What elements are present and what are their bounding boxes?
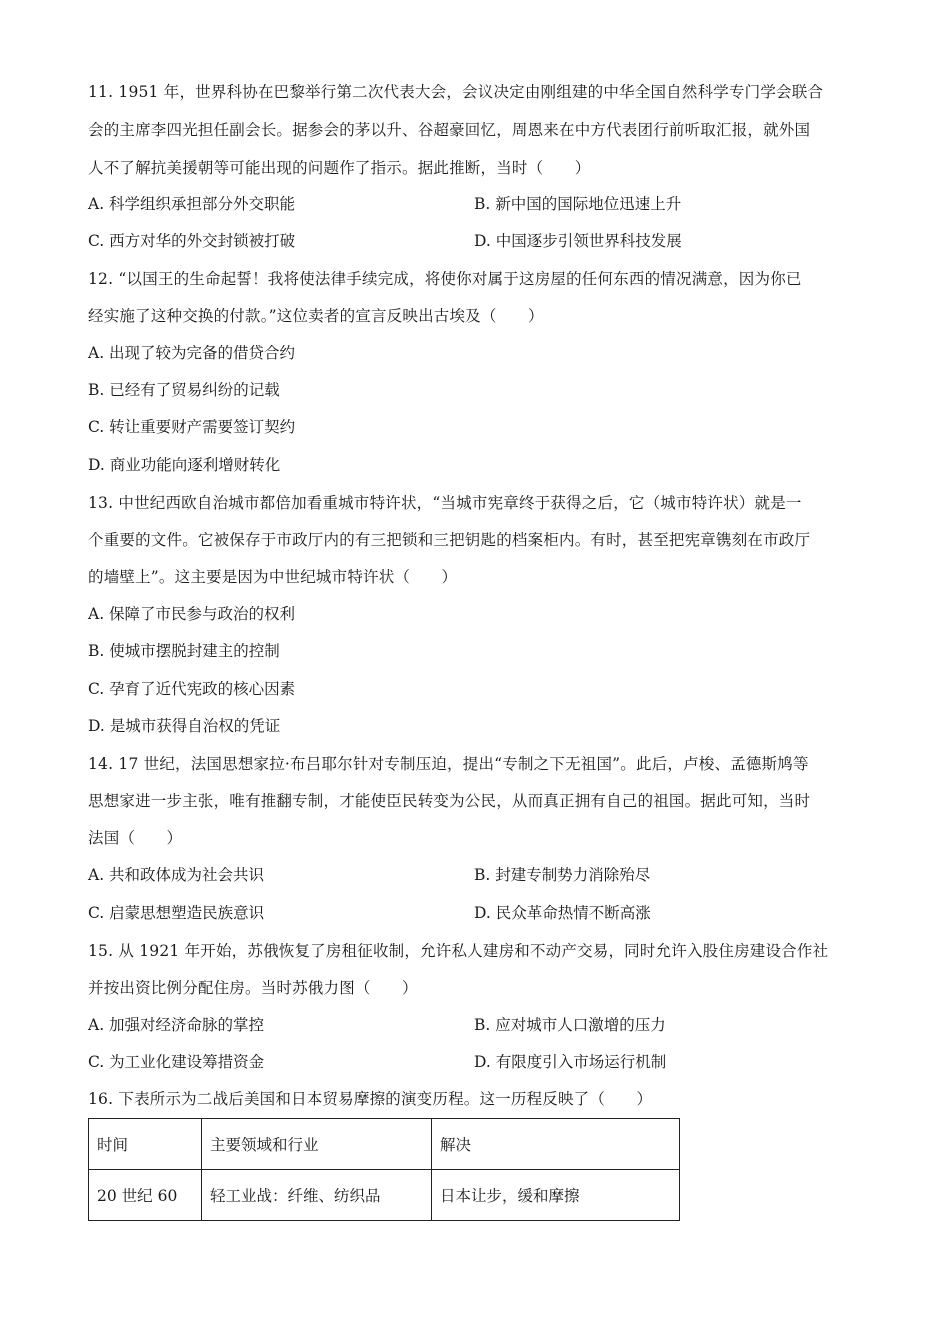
question-15-line-1: 15. 从 1921 年开始，苏俄恢复了房租征收制，允许私人建房和不动产交易，同时允许入股住房建设合作社: [88, 942, 829, 960]
question-15-option-b: B. 应对城市人口激增的压力: [474, 1016, 666, 1034]
question-11-option-c: C. 西方对华的外交封锁被打破: [88, 232, 296, 250]
question-11-option-b: B. 新中国的国际地位迅速上升: [474, 195, 682, 213]
question-11-line-2: 会的主席李四光担任副会长。据参会的茅以升、谷超豪回忆，周恩来在中方代表团行前听取汇报，就外国: [88, 121, 811, 139]
question-14-option-b: B. 封建专制势力消除殆尽: [474, 866, 651, 884]
question-11-line-3: 人不了解抗美援朝等可能出现的问题作了指示。据此推断，当时（ ）: [88, 159, 591, 177]
question-11-line-1: 11. 1951 年，世界科协在巴黎举行第二次代表大会，会议决定由刚组建的中华全国自然科学专门学会联合: [88, 83, 824, 101]
question-11-option-d: D. 中国逐步引领世界科技发展: [474, 232, 682, 250]
question-12-option-d: D. 商业功能向逐利增财转化: [88, 456, 281, 474]
table-header-row: [89, 1119, 680, 1170]
table-header-field: 主要领域和行业: [202, 1119, 432, 1170]
question-15-option-d: D. 有限度引入市场运行机制: [474, 1053, 667, 1071]
question-12-option-a: A. 出现了较为完备的借贷合约: [88, 344, 296, 362]
question-13-line-3: 的墙壁上”。这主要是因为中世纪城市特许状（ ）: [88, 568, 458, 586]
question-13-line-1: 13. 中世纪西欧自治城市都倍加看重城市特许状，“当城市宪章终于获得之后，它（城市特许状）就是一: [88, 494, 802, 512]
question-14-line-1: 14. 17 世纪，法国思想家拉·布吕耶尔针对专制压迫，提出“专制之下无祖国”。此后，卢梭、孟德斯鸠等: [88, 755, 809, 773]
question-13-option-b: B. 使城市摆脱封建主的控制: [88, 642, 280, 660]
question-14-option-a: A. 共和政体成为社会共识: [88, 866, 265, 884]
question-13-option-c: C. 孕育了近代宪政的核心因素: [88, 680, 296, 698]
question-13-option-a: A. 保障了市民参与政治的权利: [88, 605, 296, 623]
question-13-option-d: D. 是城市获得自治权的凭证: [88, 717, 281, 735]
question-14-option-c: C. 启蒙思想塑造民族意识: [88, 904, 265, 922]
question-12-option-b: B. 已经有了贸易纠纷的记载: [88, 381, 280, 399]
question-16-line-1: 16. 下表所示为二战后美国和日本贸易摩擦的演变历程。这一历程反映了（ ）: [88, 1090, 653, 1108]
question-14-line-3: 法国（ ）: [88, 829, 183, 847]
table-cell-field: 轻工业战：纤维、纺织品: [202, 1170, 432, 1221]
question-12-option-c: C. 转让重要财产需要签订契约: [88, 418, 296, 436]
table-header-time: 时间: [89, 1119, 202, 1170]
trade-friction-table: [88, 1118, 680, 1221]
question-15-line-2: 并按出资比例分配住房。当时苏俄力图（ ）: [88, 979, 418, 997]
question-15-option-a: A. 加强对经济命脉的掌控: [88, 1016, 265, 1034]
table-cell-resolution: 日本让步，缓和摩擦: [432, 1170, 680, 1221]
question-11-option-a: A. 科学组织承担部分外交职能: [88, 195, 296, 213]
table-cell-time: 20 世纪 60: [89, 1170, 202, 1221]
question-14-line-2: 思想家进一步主张，唯有推翻专制，才能使臣民转变为公民，从而真正拥有自己的祖国。据此可知，当时: [88, 792, 811, 810]
table-header-resolution: 解决: [432, 1119, 680, 1170]
question-12-line-1: 12. “以国王的生命起誓！我将使法律手续完成，将使你对属于这房屋的任何东西的情况满意，因为你已: [88, 270, 802, 288]
question-12-line-2: 经实施了这种交换的付款。”这位卖者的宣言反映出古埃及（ ）: [88, 307, 544, 325]
question-13-line-2: 个重要的文件。它被保存于市政厅内的有三把锁和三把钥匙的档案柜内。有时，甚至把宪章镌刻在市政厅: [88, 531, 811, 549]
table-row: [89, 1170, 680, 1221]
question-14-option-d: D. 民众革命热情不断高涨: [474, 904, 651, 922]
question-15-option-c: C. 为工业化建设筹措资金: [88, 1053, 265, 1071]
